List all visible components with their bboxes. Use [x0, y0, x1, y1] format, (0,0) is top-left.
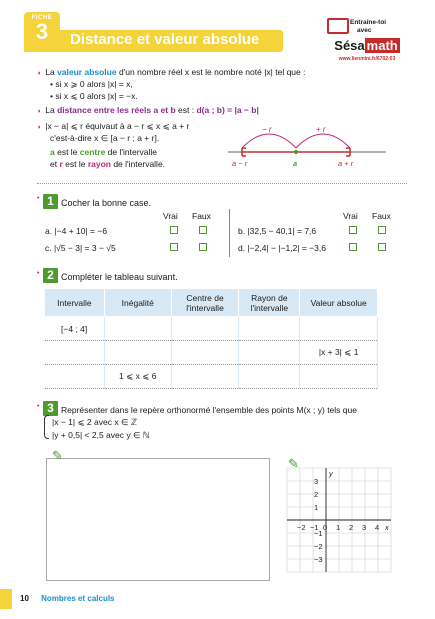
table-row — [45, 365, 378, 389]
y-tick-label: 3 — [314, 477, 319, 486]
col-vrai: Vrai — [343, 211, 358, 221]
table-cell[interactable]: |x + 3| ⩽ 1 — [300, 341, 378, 365]
sesamath-url[interactable]: www.lienmini.fr/6702-03 — [338, 56, 396, 62]
difficulty-dot: • — [37, 195, 40, 202]
checkbox-c-faux[interactable] — [199, 243, 207, 251]
table-cell[interactable] — [239, 341, 300, 365]
def-text: de l'intervalle. — [110, 159, 166, 169]
def-case-negative: • si x ⩽ 0 alors |x| = −x. — [50, 91, 138, 101]
sesamath-logo[interactable] — [327, 18, 407, 64]
statement-a: a. |−4 + 10| = −6 — [45, 226, 108, 236]
checkbox-b-vrai[interactable] — [349, 226, 357, 234]
def-formula: d(a ; b) = |a − b| — [196, 105, 259, 115]
footer — [20, 594, 115, 603]
checkbox-c-vrai[interactable] — [170, 243, 178, 251]
sesamath-line1: Entraîne-toi — [350, 19, 387, 26]
page-number: 10 — [20, 594, 29, 603]
system-brace — [44, 415, 49, 439]
col-faux: Faux — [192, 211, 211, 221]
y-tick-label: −2 — [314, 542, 323, 551]
def-interval-line4 — [50, 158, 165, 170]
bullet-icon: ◗ — [37, 108, 42, 115]
definition-distance — [37, 104, 259, 118]
arc-left-label: − r — [262, 125, 272, 134]
right-radius-arc — [296, 134, 350, 148]
table-cell[interactable] — [171, 365, 239, 389]
brand-part-a: Sésa — [334, 38, 365, 53]
col-faux: Faux — [372, 211, 391, 221]
table-row — [45, 317, 378, 341]
sesamath-brand — [327, 38, 407, 53]
table-cell[interactable] — [45, 341, 105, 365]
completion-table — [44, 288, 378, 389]
def-keyword: centre — [79, 147, 106, 157]
pencil-icon: ✎ — [52, 448, 63, 463]
x-tick-label: −2 — [297, 523, 306, 532]
exercise-number: 3 — [43, 401, 58, 416]
table-cell[interactable] — [104, 341, 171, 365]
def-keyword: a — [50, 147, 55, 157]
def-text: La — [45, 67, 58, 77]
def-text: de l'intervalle — [105, 147, 158, 157]
table-cell[interactable] — [239, 317, 300, 341]
def-keyword: rayon — [87, 159, 111, 169]
table-cell[interactable] — [104, 317, 171, 341]
checkbox-a-faux[interactable] — [199, 226, 207, 234]
arc-right-label: + r — [316, 125, 326, 134]
x-tick-label: 2 — [349, 523, 354, 532]
def-text: La — [45, 105, 58, 115]
table-cell[interactable]: [−4 ; 4] — [45, 317, 105, 341]
page-title: Distance et valeur absolue — [70, 31, 260, 48]
def-text: est le — [62, 159, 88, 169]
divider — [37, 183, 407, 184]
fiche-tag — [24, 12, 60, 52]
def-case-positive: • si x ⩾ 0 alors |x| = x, — [50, 79, 133, 89]
x-tick-label: 1 — [336, 523, 341, 532]
table-header: Valeur absolue — [300, 289, 378, 317]
fiche-label: FICHE — [31, 15, 53, 21]
bullet-icon: ◗ — [37, 70, 42, 77]
difficulty-dot: • — [37, 403, 40, 410]
interval-number-line — [228, 118, 388, 174]
y-axis-label: y — [329, 469, 333, 478]
checkbox-a-vrai[interactable] — [170, 226, 178, 234]
exercise-number: 2 — [43, 268, 58, 283]
statement-d: d. |−2,4| − |−1,2| = −3,6 — [238, 243, 326, 253]
def-keyword: distance entre les réels a et b — [57, 105, 176, 115]
def-interval-line3 — [50, 146, 157, 158]
def-text: est le — [54, 147, 80, 157]
y-tick-label: −3 — [314, 555, 323, 564]
chapter-name: Nombres et calculs — [41, 594, 115, 603]
exercise-number: 1 — [43, 194, 58, 209]
right-bound-label: a + r — [338, 159, 354, 168]
footer-tab — [0, 589, 12, 609]
table-row — [45, 341, 378, 365]
table-cell[interactable]: 1 ⩽ x ⩽ 6 — [104, 365, 171, 389]
column-divider — [229, 209, 230, 257]
def-text: et — [50, 159, 60, 169]
def-keyword: r — [59, 159, 63, 169]
exercise-instruction: Représenter dans le repère orthonormé l'ensemble des points M(x ; y) tels que — [61, 405, 357, 415]
answer-box[interactable] — [46, 458, 270, 581]
difficulty-dot: • — [37, 270, 40, 277]
left-bound-label: a − r — [232, 159, 248, 168]
bullet-icon: ◗ — [37, 124, 42, 131]
table-header: Intervalle — [45, 289, 105, 317]
def-keyword: valeur absolue — [57, 67, 117, 77]
table-cell[interactable] — [300, 365, 378, 389]
checkbox-d-vrai[interactable] — [349, 243, 357, 251]
def-interval-line2: c'est-à-dire x ∈ [a − r ; a + r]. — [50, 133, 160, 143]
center-label: a — [293, 159, 298, 168]
statement-b: b. |32,5 − 40,1| = 7,6 — [238, 226, 317, 236]
checkbox-b-faux[interactable] — [378, 226, 386, 234]
table-header: Inégalité — [104, 289, 171, 317]
condition-x: |x − 1| ⩽ 2 avec x ∈ ℤ — [52, 417, 138, 427]
table-cell[interactable] — [171, 317, 239, 341]
exercise-instruction: Compléter le tableau suivant. — [61, 272, 178, 282]
table-header: Rayon de l'intervalle — [239, 289, 300, 317]
y-tick-label: 1 — [314, 503, 319, 512]
exercise-instruction: Cocher la bonne case. — [61, 198, 152, 208]
center-point — [294, 150, 298, 154]
table-cell[interactable] — [171, 341, 239, 365]
y-tick-label: 2 — [314, 490, 319, 499]
coordinate-grid[interactable] — [284, 462, 400, 574]
table-cell[interactable] — [45, 365, 105, 389]
left-radius-arc — [242, 134, 296, 148]
statement-c: c. |√5 − 3| = 3 − √5 — [45, 243, 116, 253]
y-tick-label: −1 — [314, 529, 323, 538]
computer-icon — [327, 18, 349, 34]
pencil-icon: ✎ — [288, 456, 299, 471]
fiche-number: 3 — [35, 19, 49, 44]
def-text: est : — [175, 105, 197, 115]
brand-part-b: math — [366, 38, 398, 53]
sesamath-line2: avec — [357, 27, 372, 34]
table-cell[interactable] — [239, 365, 300, 389]
table-header: Centre de l'intervalle — [171, 289, 239, 317]
def-text: d'un nombre réel x est le nombre noté |x| tel que : — [116, 67, 306, 77]
col-vrai: Vrai — [163, 211, 178, 221]
table-cell[interactable] — [300, 317, 378, 341]
x-tick-label: −1 — [310, 523, 319, 532]
def-text: |x − a| ⩽ r équivaut à a − r ⩽ x ⩽ a + r — [45, 121, 190, 131]
checkbox-d-faux[interactable] — [378, 243, 386, 251]
x-tick-label: 3 — [362, 523, 367, 532]
condition-y: |y + 0,5| < 2,5 avec y ∈ ℕ — [52, 430, 150, 440]
x-tick-label: 0 — [323, 523, 328, 532]
x-tick-label: 4 — [375, 523, 380, 532]
x-axis-label: x — [385, 523, 389, 532]
